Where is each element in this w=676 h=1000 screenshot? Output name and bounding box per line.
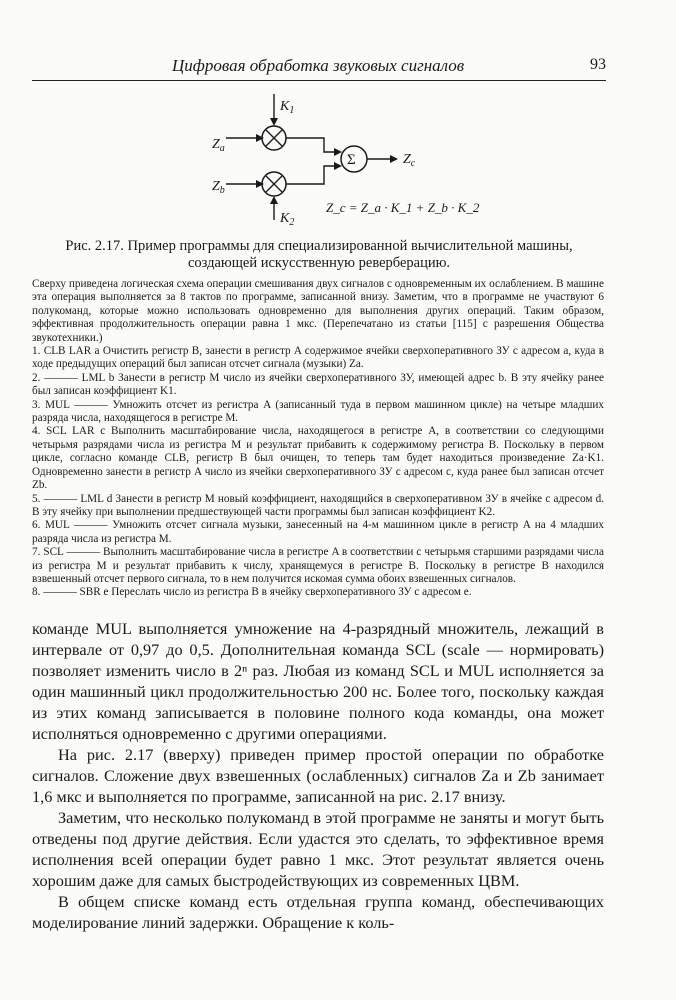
body-paragraph: Заметим, что несколько полукоманд в этой программе не заняты и могут быть отведены под другие действия. Если удастся это сделать, то эффективное время исполнения всей операции будет равно 1 мкс. Этот результат является очень хорошим даже для самых быстродействующих из современных ЦВМ. bbox=[32, 808, 604, 890]
coef-1-label: $K_1$ bbox=[280, 99, 295, 116]
coef-2-label: $K_2$ bbox=[280, 211, 295, 228]
listing-step: 4. SCL LAR c Выполнить масштабирование числа, находящегося в регистре A, в соответствии со следующими четырьмя разрядами числа из регистра M и результат прибавить к содержимому регистра B. Поскольку в первом цикле, согласно команде CLB, регистр B был очищен, то теперь там будет находиться произведение Za·K1. Одновременно занести в регистр A число из ячейки сверхоперативного ЗУ с адресом c, куда ранее был записан отсчет Zb. bbox=[32, 425, 604, 492]
program-listing bbox=[32, 278, 604, 600]
listing-step: 1. CLB LAR a Очистить регистр B, занести в регистр A содержимое ячейки сверхоперативного ЗУ с адресом a, куда в ходе предыдущих операций был записан отсчет сигнала (музыки) Za. bbox=[32, 345, 604, 371]
sum-symbol: Σ bbox=[347, 152, 356, 168]
body-paragraph: В общем списке команд есть отдельная группа команд, обеспечивающих моделирование линий задержки. Обращение к коль- bbox=[32, 892, 604, 932]
chapter-title: Цифровая обработка звуковых сигналов bbox=[172, 56, 465, 75]
body-text bbox=[32, 618, 604, 933]
listing-step: 3. MUL ——— Умножить отсчет из регистра A (записанный туда в первом машинном цикле) на четыре младших разряда числа, находящегося в регистре M. bbox=[32, 398, 604, 425]
listing-step: 8. ——— SBR e Переслать число из регистра B в ячейку сверхоперативного ЗУ с адресом e. bbox=[32, 586, 472, 599]
listing-step: 2. ——— LML b Занести в регистр M число из ячейки сверхоперативного ЗУ, имеющей адрес b. В эту ячейку ранее был записан коэффициент K1. bbox=[32, 371, 604, 398]
listing-step: 6. MUL ——— Умножить отсчет сигнала музыки, занесенный на 4-м машинном цикле в регистр A на 4 младших разряда числа из регистра M. bbox=[32, 519, 604, 545]
caption-line-2: создающей искусственную реверберацию. bbox=[187, 255, 451, 271]
running-header bbox=[32, 56, 606, 81]
output-label: $Z_c$ bbox=[403, 152, 416, 169]
page-number: 93 bbox=[590, 56, 606, 73]
formula: Z_c = Z_a · K_1 + Z_b · K_2 bbox=[326, 200, 480, 215]
figure-caption bbox=[32, 238, 606, 272]
listing-step: 7. SCL ——— Выполнить масштабирование числа в регистре A в соответствии с четырьмя старшими разрядами числа из регистра M и результат прибавить к числу, хранящемуся в регистре B. Поскольку в регистре B находился взвешенный отсчет первого сигнала, то в нем получится искомая сумма обоих взвешенных сигналов. bbox=[32, 546, 604, 585]
listing-intro: Сверху приведена логическая схема операции смешивания двух сигналов с одновременным их ослаблением. В машине эта операция выполняется за 8 тактов по программе, записанной внизу. Заметим, что в программе не участвуют 6 полукоманд, которые можно использовать одновременно для выполнения других операций. Таким образом, эффективная продолжительность операции равна 1 мкс. (Перепечатано из статьи [115] с разрешения Общества звукотехники.) bbox=[32, 278, 604, 344]
body-paragraph: команде MUL выполняется умножение на 4-разрядный множитель, лежащий в интервале от 0,97 до 0,5. Дополнительная команда SCL (scale — нормировать) позволяет изменить число в 2ⁿ раз. Любая из команд SCL и MUL исполняется за один машинный цикл продолжительностью 200 нс. Более того, поскольку каждая из этих команд записывается в половине полного кода команды, она может исполняться одновременно с другими операциями. bbox=[32, 619, 604, 743]
input-a-label: $Z_a$ bbox=[212, 137, 225, 154]
body-paragraph: На рис. 2.17 (вверху) приведен пример простой операции по обработке сигналов. Сложение двух взвешенных (ослабленных) сигналов Za и Zb занимает 1,6 мкс и выполняется по программе, записанной на рис. 2.17 внизу. bbox=[32, 745, 604, 806]
listing-step: 5. ——— LML d Занести в регистр M новый коэффициент, находящийся в сверхоперативном ЗУ в ячейке с адресом d. В эту ячейку при выполнении предшествующей части программы был записан коэффициент K2. bbox=[32, 492, 604, 518]
input-b-label: $Z_b$ bbox=[212, 179, 225, 196]
caption-line-1: Рис. 2.17. Пример программы для специализированной вычислительной машины, bbox=[65, 238, 573, 254]
mixer-diagram bbox=[190, 92, 480, 232]
